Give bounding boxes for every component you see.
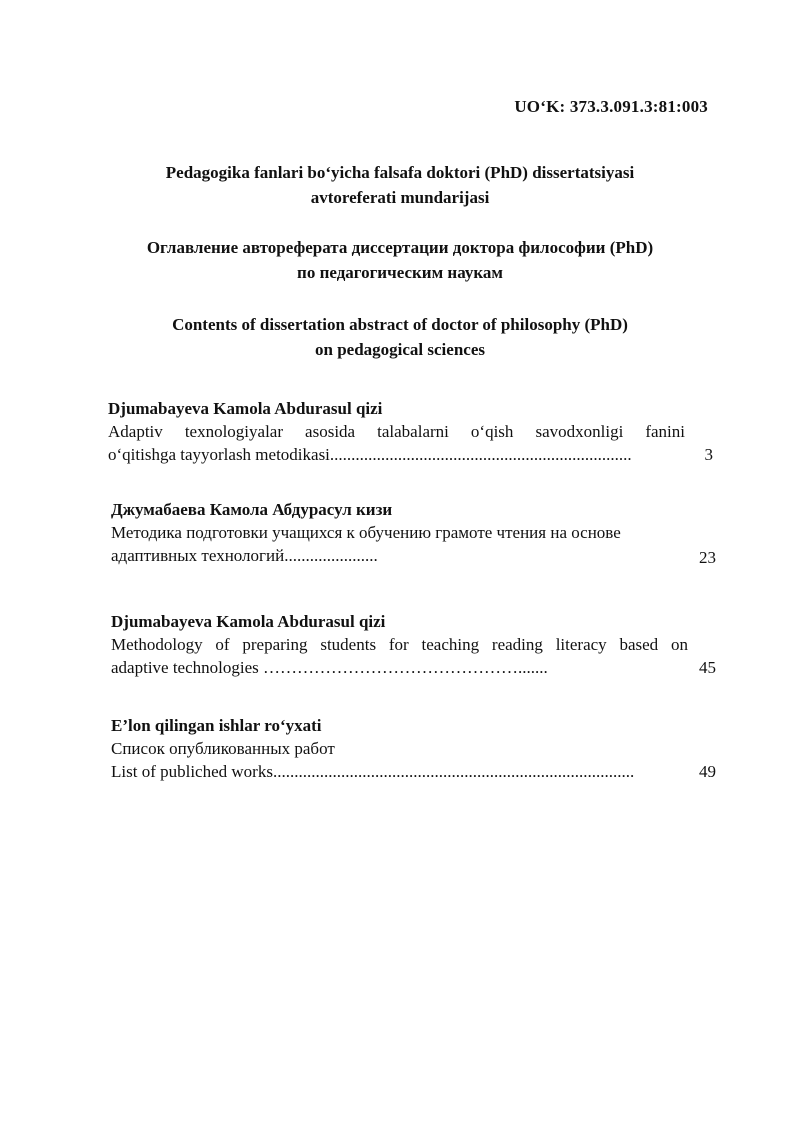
toc-entry-publications [111, 714, 716, 783]
toc-entry-author: Djumabayeva Kamola Abdurasul qizi [108, 399, 383, 418]
heading-russian-line-1: Оглавление автореферата диссертации доктора философии (PhD) [146, 238, 654, 257]
heading-english-line-2: on pedagogical sciences [315, 340, 485, 359]
heading-english-line-1: Contents of dissertation abstract of doctor of philosophy (PhD) [172, 315, 628, 334]
toc-entry-title-line-2: adaptive technologies ………………………………………....... [111, 658, 548, 677]
toc-entry-english [111, 610, 716, 679]
toc-entry-page-number: 3 [704, 445, 713, 464]
heading-uzbek-line-1: Pedagogika fanlari bo‘yicha falsafa doktori (PhD) dissertatsiyasi [165, 163, 635, 182]
toc-entry-author: Джумабаева Камола Абдурасул кизи [111, 500, 393, 519]
udc-code: UO‘K: 373.3.091.3:81:003 [514, 97, 708, 116]
heading-uzbek [0, 160, 800, 210]
toc-entry-title-line-2: List of publiched works..................................................................................... [111, 762, 635, 781]
toc-entry-page-number: 45 [699, 658, 716, 677]
toc-entry-author: Djumabayeva Kamola Abdurasul qizi [111, 612, 386, 631]
heading-russian [0, 235, 800, 285]
heading-russian-line-2: по педагогическим наукам [297, 263, 503, 282]
heading-english [0, 312, 800, 362]
toc-entry-title-line-1: Список опубликованных работ [111, 739, 335, 758]
toc-entry-page-number: 49 [699, 762, 716, 781]
toc-entry-title-line-2: адаптивных технологий...................... [111, 546, 378, 565]
toc-entry-uzbek [108, 397, 713, 466]
toc-entry-title-line-1: Adaptiv texnologiyalar asosida talabalarni o‘qish savodxonligi fanini [108, 422, 685, 441]
toc-entry-title-line-1: Методика подготовки учащихся к обучению грамоте чтения на основе [111, 523, 621, 542]
toc-entry-author: E’lon qilingan ishlar ro‘yxati [111, 716, 322, 735]
toc-entry-title-line-1: Methodology of preparing students for teaching reading literacy based on [111, 635, 688, 654]
toc-entry-page-number: 23 [699, 548, 716, 567]
toc-entry-russian [111, 498, 716, 567]
toc-entry-title-line-2: o‘qitishga tayyorlash metodikasi....................................................................... [108, 445, 632, 464]
heading-uzbek-line-2: avtoreferati mundarijasi [310, 188, 490, 207]
